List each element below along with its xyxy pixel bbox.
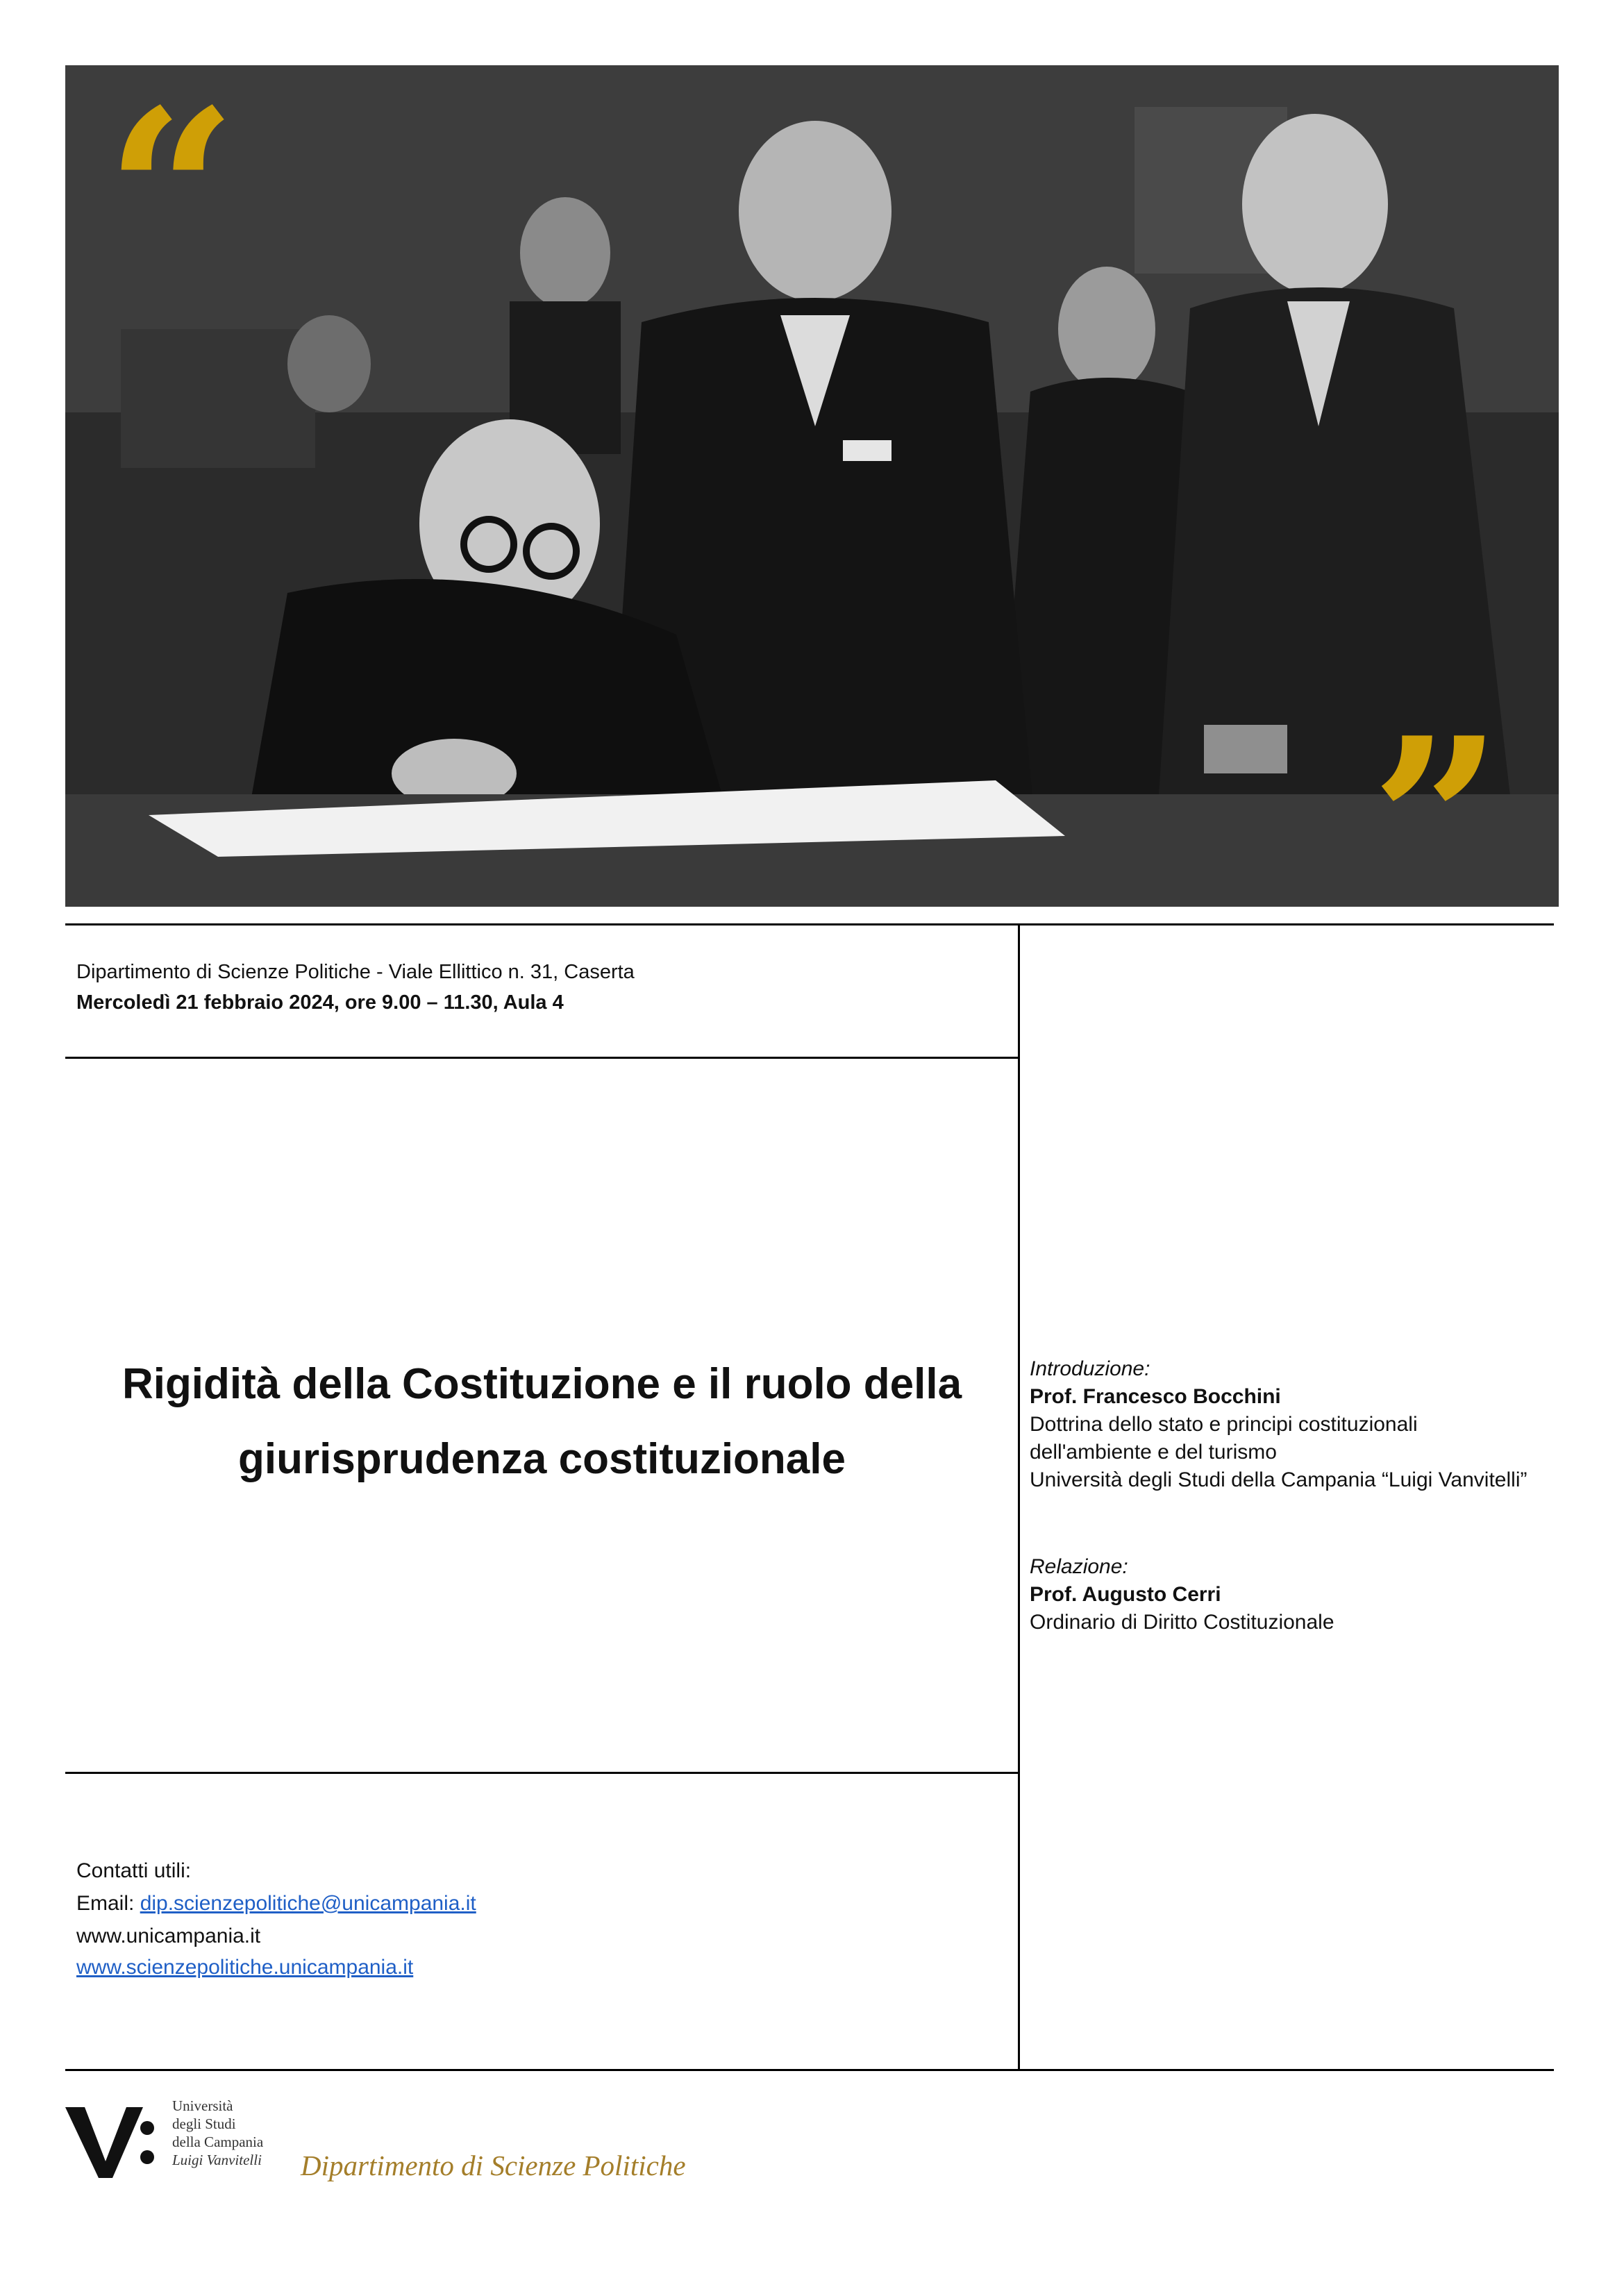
divider-top <box>65 923 1554 925</box>
divider-below-venue <box>65 1057 1019 1059</box>
logo-text-1: Università <box>172 2097 233 2114</box>
email-label: Email: <box>76 1892 140 1915</box>
talk-label: Relazione: <box>1030 1555 1128 1578</box>
university-logo-icon <box>65 2100 156 2182</box>
title-line-1: Rigidità della Costituzione e il ruolo della <box>122 1360 962 1408</box>
event-title <box>65 1347 1019 1497</box>
logo-text-4: Luigi Vanvitelli <box>172 2152 262 2168</box>
site-scienzepolitiche-link[interactable]: www.scienzepolitiche.unicampania.it <box>76 1956 414 1979</box>
divider-below-title <box>65 1772 1019 1774</box>
hero-photo <box>65 65 1559 907</box>
title-line-2: giurisprudenza costituzionale <box>238 1435 846 1483</box>
email-row <box>76 1892 476 1916</box>
logo-text-3: della Campania <box>172 2134 264 2150</box>
department-footer: Dipartimento di Scienze Politiche <box>301 2150 686 2181</box>
contacts-heading: Contatti utili: <box>76 1859 192 1882</box>
intro-speaker-name: Prof. Francesco Bocchini <box>1030 1385 1281 1408</box>
divider-bottom <box>65 2069 1554 2071</box>
quote-open-icon: “ <box>106 65 237 328</box>
talk-speaker-name: Prof. Augusto Cerri <box>1030 1583 1221 1606</box>
intro-speaker-role-2: dell'ambiente e del turismo <box>1030 1441 1277 1464</box>
historical-photo-icon <box>65 65 1559 907</box>
logo-text-2: degli Studi <box>172 2115 236 2132</box>
divider-vertical <box>1018 923 1020 2071</box>
talk-speaker-role: Ordinario di Diritto Costituzionale <box>1030 1611 1334 1634</box>
site-unicampania[interactable]: www.unicampania.it <box>76 1925 261 1947</box>
event-datetime: Mercoledì 21 febbraio 2024, ore 9.00 – 11.30, Aula 4 <box>76 991 564 1014</box>
event-venue: Dipartimento di Scienze Politiche - Viale Ellittico n. 31, Caserta <box>76 961 635 983</box>
intro-label: Introduzione: <box>1030 1357 1150 1380</box>
email-link[interactable]: dip.scienzepolitiche@unicampania.it <box>140 1892 476 1915</box>
intro-speaker-role-3: Università degli Studi della Campania “Luigi Vanvitelli” <box>1030 1468 1527 1491</box>
quote-close-icon: ” <box>1371 687 1502 907</box>
intro-speaker-role-1: Dottrina dello stato e principi costituzionali <box>1030 1413 1418 1436</box>
